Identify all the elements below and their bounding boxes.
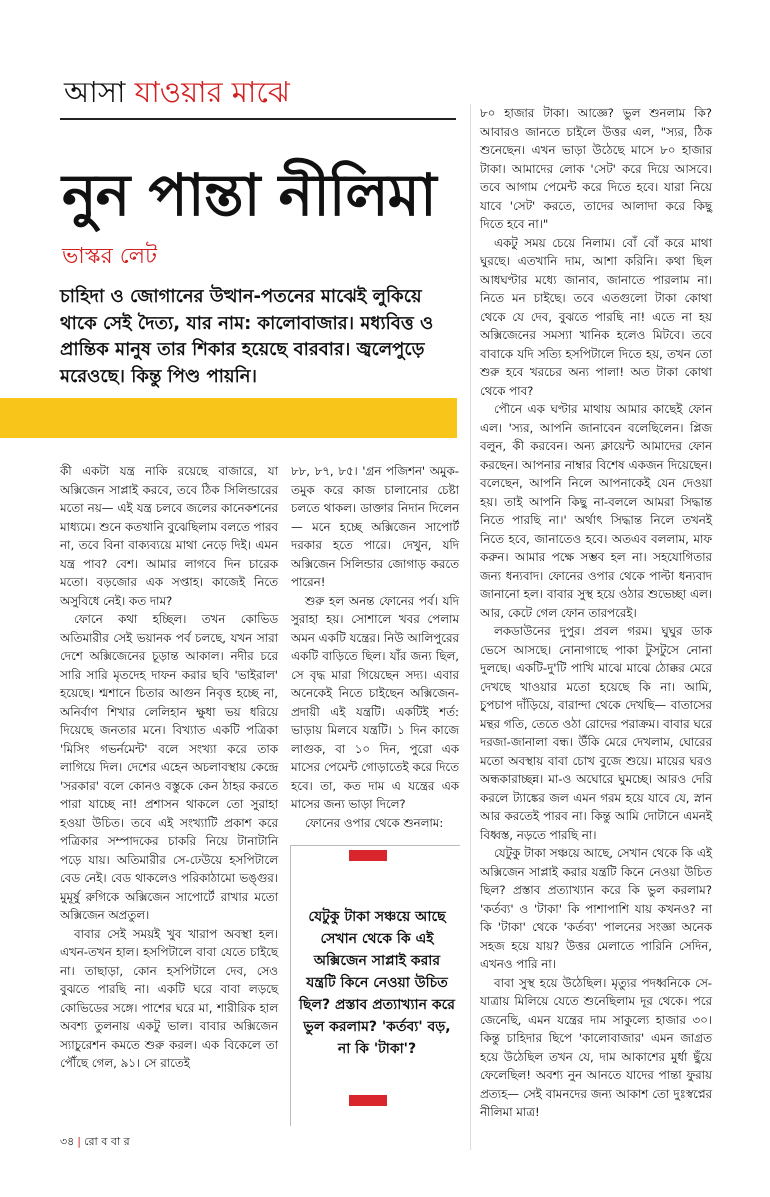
body-paragraph: শুরু হল অনন্ত ফোনের পর্ব। যদি সুরাহা হয়। সোশালে খবর পেলাম অমন একটি যন্ত্রের। নিউ আলিপুরের একটি বাড়িতে ছিল। যাঁর জন্য ছিল, সে বৃদ্ধ মারা গিয়েছেন সদ্য। এবার অনেকেই নিতে চাইছেন অক্সিজেন-প্রদায়ী এই যন্ত্রটি। একটিই শর্ত: ভাড়ায় মিলবে যন্ত্রটি। ১ দিন কাজে লাগুক, বা ১০ দিন, পুরো এক মাসের পেমেন্ট গোড়াতেই করে দিতে হবে। তা, কত দাম এ যন্ত্রের এক মাসের জন্য ভাড়া দিলে?	[291, 593, 459, 811]
body-paragraph: ৮৮, ৮৭, ৮৫। 'গ্রন পজিশন' অমুক-তমুক করে কাজ চালানোর চেষ্টা চলতে থাকল। ডাক্তার নিদান দিলেন— মনে হচ্ছে অক্সিজেন সাপোর্ট দরকার হতে পারে। দেখুন, যদি অক্সিজেন সিলিন্ডার জোগাড় করতে পারেন!	[291, 464, 459, 589]
body-column-1	[60, 462, 278, 1073]
decorative-yellow-band	[0, 398, 457, 438]
body-paragraph: ফোনের ওপার থেকে শুনলাম:	[305, 815, 444, 830]
body-paragraph: একটু সময় চেয়ে নিলাম। বোঁ বোঁ করে মাথা ঘুরছে। এতখানি দাম, আশা করিনি। কথা ছিল আধঘণ্টার মধ্যে জানাব, জানাতে পারলাম না। নিতে মন চাইছে। তবে এতগুলো টাকা কোথা থেকে যে দেব, বুঝতে পারছি না! এতে না হয় অক্সিজেনের সমস্যা খানিক হলেও মিটবে। তবে বাবাকে যদি সত্যি হসপিটালে দিতে হয়, তখন তো শুরু হবে খরচের অন্য পালা! অত টাকা কোথা থেকে পাব?	[480, 235, 712, 398]
pull-quote-box	[290, 845, 460, 1126]
body-paragraph: পৌনে এক ঘণ্টার মাথায় আমার কাছেই ফোন এল। 'স্যর, আপনি জানাবেন বলেছিলেন। প্লিজ বলুন, কী করবেন। অন্য ক্লায়েন্ট আমাদের ফোন করছেন। আপনার নাম্বার বিশেষ একজন দিয়েছেন। বলেছেন, আপনি নিলে আপনাকেই যেন দেওয়া হয়। তাই আপনি কিছু না-বললে আমরা সিদ্ধান্ত নিতে পারছি না।' অর্থাৎ সিদ্ধান্ত নিলে তখনই নিতে হবে, জানাতেও হবে। অতএব বললাম, মাফ করুন। আমার পক্ষে সম্ভব হল না। সহযোগিতার জন্য ধন্যবাদ। ফোনের ওপার থেকে পাল্টা ধন্যবাদ জানানো হল। বাবার সুস্থ হয়ে ওঠার শুভেচ্ছা এল। আর, কেটে গেল ফোন তারপরেই।	[480, 402, 712, 620]
body-paragraph: বাবার সেই সময়ই খুব খারাপ অবস্থা হল। এখন-তখন হাল। হসপিটালে বাবা যেতে চাইছে না। তাছাড়া, কোন হসপিটালে দেব, সেও বুঝতে পারছি না। একটি ঘরে বাবা লড়ছে কোভিডের সঙ্গে। পাশের ঘরে মা, শারীরিক হাল অবশ্য তুলনায় একটু ভাল। বাবার অক্সিজেন স্যাচুরেশন কমতে শুরু করল। এক বিকেলে তা পৌঁছে গেল, ৯১। সে রাতেই	[60, 926, 278, 1070]
body-column-2	[291, 462, 459, 832]
body-paragraph: কী একটা যন্ত্র নাকি রয়েছে বাজারে, যা অক্সিজেন সাপ্লাই করবে, তবে ঠিক সিলিন্ডারের মতো নয়— এই যন্ত্র চলবে জলের কানেকশনের মাধ্যমে। শুনে কতখানি বুঝেছিলাম বলতে পারব না, তবে বিনা বাক্যব্যয়ে মাথা নেড়ে দিই। এমন যন্ত্র পাব? বেশ। আমার লাগবে দিন চারেক মতো। বড়জোর এক সপ্তাহ। কাজেই নিতে অসুবিধে নেই। কত দাম?	[60, 464, 278, 608]
publication-name: রো ব বা র	[84, 1135, 130, 1148]
article-standfirst: চাহিদা ও জোগানের উত্থান-পতনের মাঝেই লুকিয়ে থাকে সেই দৈত্য, যার নাম: কালোবাজার। মধ্যবিত্ত ও প্রান্তিক মানুষ তার শিকার হয়েছে বারবার। জ্বলেপুড়ে মরেওছে। কিন্তু পিণ্ড পায়নি।	[60, 286, 434, 387]
body-column-3	[480, 104, 712, 1122]
section-label	[64, 74, 290, 110]
pull-quote-text: যেটুকু টাকা সঞ্চয়ে আছে সেখান থেকে কি এই অক্সিজেন সাপ্লাই করার যন্ত্রটি কিনে নেওয়া উচিত ছিল? প্রস্তাব প্রত্যাখ্যান করে ভুল করলাম? 'কর্তব্য' বড়, না কি 'টাকা'?	[299, 909, 455, 1057]
pull-quote-bar-bottom	[349, 1095, 387, 1106]
folio-separator: |	[77, 1135, 82, 1148]
body-paragraph: ফোনে কথা হচ্ছিল। তখন কোভিড অতিমারীর সেই ভয়ানক পর্ব চলছে, যখন সারা দেশে অক্সিজেনের চূড়ান্ত আকাল। নদীর চরে সারি সারি মৃতদেহ দাফন করার ছবি 'ভাইরাল' হয়েছে। শ্মশানে চিতার আগুন নিবৃত্ত হচ্ছে না, অনির্বাণ শিখার লেলিহান ক্ষুধা ভয় ধরিয়ে দিয়েছে জনতার মনে। বিখ্যাত একটি পত্রিকা 'মিসিং গভর্নমেন্ট' বলে সংখ্যা করে তাক লাগিয়ে দিল। দেশের এহেন অচলাবস্থায় কেন্দ্রে 'সরকার' বলে কোনও বস্তুকে কেন ঠাহর করতে পারা যাচ্ছে না! প্রশাসন থাকলে তো সুরাহা হওয়া উচিত। তবে এই সংখ্যাটি প্রকাশ করে পত্রিকার সম্পাদকের চাকরি নিয়ে টানাটানি পড়ে যায়। অতিমারীর সে-ঢেউয়ে হসপিটালে বেড নেই। বেড থাকলেও পরিকাঠামো ভঙ্গুর। মুমূর্ষু রুগিকে অক্সিজেন সাপোর্টে রাখার মতো অক্সিজেন অপ্রতুল।	[60, 612, 278, 922]
body-paragraph: লকডাউনের দুপুর। প্রবল গরম। ঘুঘুর ডাক ভেসে আসছে। নোনাগাছে পাকা টুসটুসে নোনা দুলছে। একটি-দু'টি পাখি মাঝে মাঝে ঠোক্কর মেরে দেখছে খাওয়ার মতো হয়েছে কি না। আমি, চুপচাপ দাঁড়িয়ে, বারান্দা থেকে দেখছি— বাতাসের মন্থর গতি, তেতে ওঠা রোদের পরাক্রম। বাবার ঘরে দরজা-জানালা বন্ধ। উঁকি মেরে দেখলাম, ঘোরের মতো অবস্থায় বাবা চোখ বুজে শুয়ে। মায়ের ঘরও অন্ধকারাচ্ছন্ন। মা-ও অঘোরে ঘুমচ্ছে। আরও দেরি করলে ট্যাঙ্কের জল এমন গরম হয়ে যাবে যে, স্নান আর করতেই পারব না। কিন্তু আমি দোটানে এমনই বিধ্বস্ত, নড়তে পারছি না।	[480, 624, 712, 842]
body-paragraph: যেটুকু টাকা সঞ্চয়ে আছে, সেখান থেকে কি এই অক্সিজেন সাপ্লাই করার যন্ত্রটি কিনে নেওয়া উচিত ছিল? প্রস্তাব প্রত্যাখ্যান করে কি ভুল করলাম? 'কর্তব্য' ও 'টাকা' কি পাশাপাশি যায় কখনও? না কি 'টাকা' থেকে 'কর্তব্য' পালনের সংজ্ঞা অনেক সহজ হয়ে যায়? উত্তর মেলাতে পারিনি সেদিন, এখনও পারি না।	[480, 846, 712, 971]
column-divider	[470, 104, 471, 1150]
section-label-part2: যাওয়ার মাঝে	[134, 75, 290, 109]
page-number: ৩৪	[60, 1135, 75, 1148]
pull-quote-bar-top	[349, 850, 387, 861]
body-paragraph: ৮০ হাজার টাকা। আজ্ঞে? ভুল শুনলাম কি? আবারও জানতে চাইলে উত্তর এল, "স্যর, ঠিক শুনেছেন। এখন ভাড়া উঠেছে মাসে ৮০ হাজার টাকা। আমাদের লোক 'সেট' করে দিয়ে আসবে। তবে আগাম পেমেন্ট করে দিতে হবে। যারা নিয়ে যাবে 'সেট' করতে, তাদের আলাদা করে কিছু দিতে হবে না।"	[480, 106, 712, 231]
article-byline: ভাস্কর লেট	[62, 244, 158, 269]
body-paragraph: বাবা সুস্থ হয়ে উঠেছিল। মৃত্যুর পদধ্বনিকে সে-যাত্রায় মিলিয়ে যেতে শুনেছিলাম দূর থেকে। পরে জেনেছি, এমন যন্ত্রের দাম সাকুল্যে হাজার ৩০। কিন্তু চাহিদার ছিপে 'কালোবাজার' এমন জাগ্রত হয়ে উঠেছিল তখন যে, দাম আকাশের মুর্ধা ছুঁয়ে ফেলেছিল! অবশ্য নুন আনতে যাদের পান্তা ফুরায় প্রত্যহ— সেই বামনদের জন্য আকাশ তো দুঃস্বপ্নের নীলিমা মাত্র!	[480, 975, 712, 1119]
section-label-part1: আসা	[64, 75, 126, 109]
article-headline: নুন পান্তা নীলিমা	[62, 161, 436, 229]
page-folio	[60, 1135, 130, 1149]
header-rule	[60, 118, 456, 120]
